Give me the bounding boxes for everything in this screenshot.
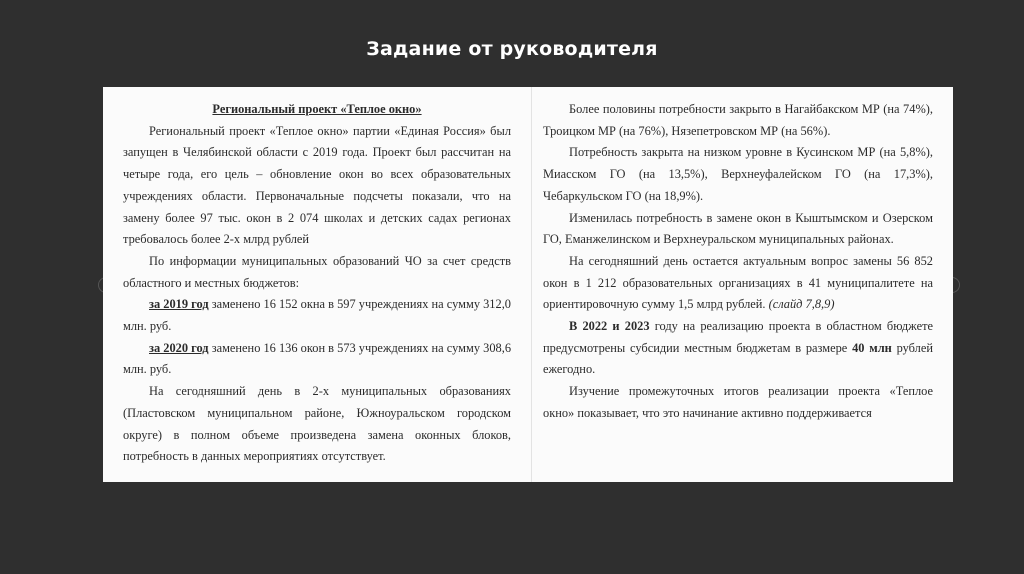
subsidy-years: В 2022 и 2023 bbox=[569, 319, 650, 334]
year-2019-text: заменено 16 152 окна в 597 учреждениях на сумму 312,0 млн. руб. bbox=[123, 297, 511, 334]
document-image bbox=[103, 87, 953, 482]
right-page bbox=[543, 99, 933, 425]
remaining-paragraph bbox=[543, 251, 933, 316]
page-divider bbox=[531, 87, 532, 482]
slide-reference: (слайд 7,8,9) bbox=[768, 297, 835, 312]
year-2020-label: за 2020 год bbox=[149, 340, 209, 355]
left-page bbox=[123, 99, 511, 468]
subsidy-text-1: году на реализацию проекта в областном бюджете предусмотрены субсидии местным бюджетам в размере bbox=[543, 319, 933, 355]
year-2020-text: заменено 16 136 окон в 573 учреждениях на сумму 308,6 млн. руб. bbox=[123, 340, 512, 377]
slide-title: Задание от руководителя bbox=[366, 38, 658, 60]
year-2019-paragraph bbox=[123, 294, 511, 337]
today-paragraph: На сегодняшний день в 2-х муниципальных образованиях (Пластовском муниципальном районе, Южноуральском городском округе) в полном объеме произведена замена оконных блоков, потребность в данных мероприятиях отсутствует. bbox=[123, 384, 511, 464]
year-2019-label: за 2019 год bbox=[149, 297, 209, 312]
info-source-paragraph: По информации муниципальных образований ЧО за счет средств областного и местных бюджетов: bbox=[123, 253, 511, 290]
subsidy-amount: 40 млн bbox=[852, 340, 892, 355]
document-heading: Региональный проект «Теплое окно» bbox=[212, 102, 422, 116]
intro-paragraph: Региональный проект «Теплое окно» партии «Единая Россия» был запущен в Челябинской области с 2019 года. Проект был рассчитан на четыре года, его цель – обновление окон во всех образовательных учреждениях области. Первоначальные подсчеты показали, что на замену более 97 тыс. окон в 2 074 школах и детских садах регионах требовалось более 2-х млрд рублей bbox=[123, 123, 511, 247]
remaining-text: На сегодняшний день остается актуальным вопрос замены 56 852 окон в 1 212 образовательных организациях в 41 муниципалитете на ориентировочную сумму 1,5 млрд рублей. bbox=[543, 253, 933, 312]
year-2020-paragraph bbox=[123, 338, 511, 381]
study-paragraph: Изучение промежуточных итогов реализации проекта «Теплое окно» показывает, что это начинание активно поддерживается bbox=[543, 384, 933, 420]
low-level-paragraph: Потребность закрыта на низком уровне в Кусинском МР (на 5,8%), Миасском ГО (на 13,5%), Верхнеуфалейском ГО (на 17,3%), Чебаркульском ГО (на 18,9%). bbox=[543, 145, 933, 203]
half-closed-paragraph: Более половины потребности закрыто в Нагайбакском МР (на 74%), Троицком МР (на 76%), Нязепетровском МР (на 56%). bbox=[543, 102, 933, 138]
subsidy-paragraph bbox=[543, 316, 933, 381]
changed-paragraph: Изменилась потребность в замене окон в Кыштымском и Озерском ГО, Еманжелинском и Верхнеуральском муниципальных районах. bbox=[543, 210, 933, 247]
subsidy-text-2: рублей ежегодно. bbox=[543, 340, 933, 377]
